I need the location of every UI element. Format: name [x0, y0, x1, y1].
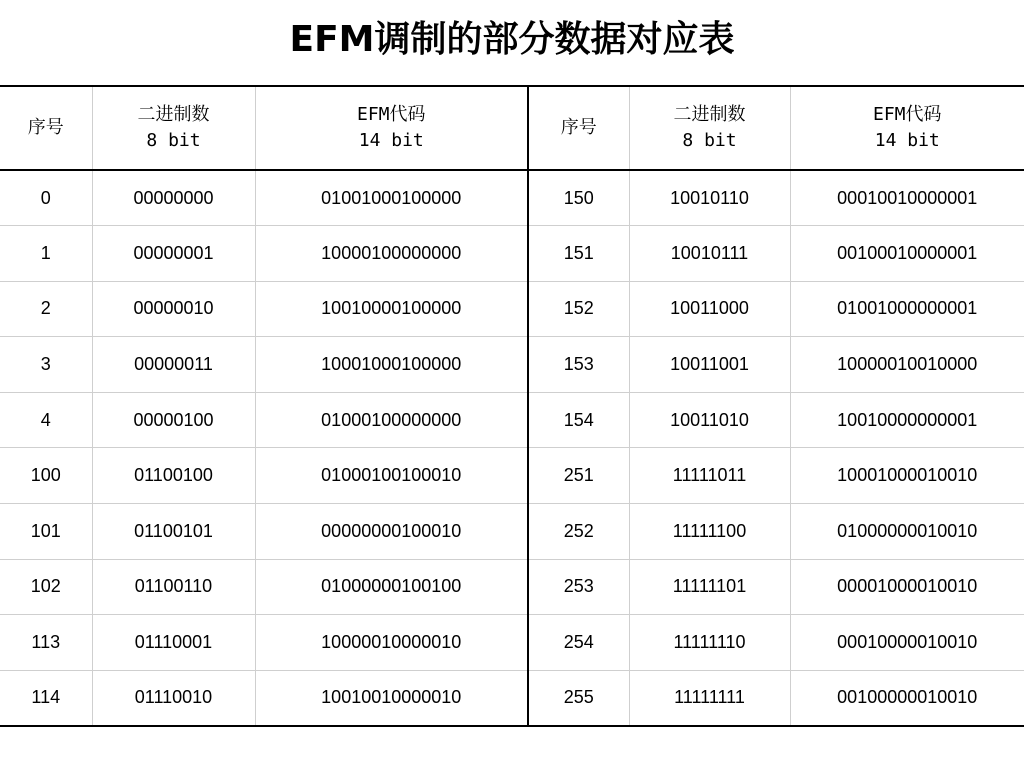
cell-efm-right: 00100000010010 [790, 670, 1024, 726]
cell-efm-left: 10000100000000 [255, 226, 528, 282]
cell-seq-right: 251 [528, 448, 629, 504]
cell-seq-left: 101 [0, 504, 92, 560]
cell-binary-right: 11111100 [629, 504, 790, 560]
table-row [0, 559, 1024, 615]
cell-binary-left: 00000100 [92, 392, 255, 448]
header-binary-right [629, 86, 790, 170]
cell-binary-right: 10010111 [629, 226, 790, 282]
page-title: EFM调制的部分数据对应表 [289, 19, 735, 60]
cell-binary-right: 11111101 [629, 559, 790, 615]
cell-binary-left: 01110010 [92, 670, 255, 726]
table-row [0, 504, 1024, 560]
cell-binary-right: 10011001 [629, 337, 790, 393]
cell-seq-right: 153 [528, 337, 629, 393]
cell-binary-left: 01100100 [92, 448, 255, 504]
cell-binary-left: 01110001 [92, 615, 255, 671]
cell-seq-right: 252 [528, 504, 629, 560]
cell-efm-left: 10001000100000 [255, 337, 528, 393]
cell-seq-left: 100 [0, 448, 92, 504]
header-binary-left-title: 二进制数 [137, 104, 210, 125]
efm-table-container [0, 85, 1024, 725]
cell-binary-right: 10011000 [629, 281, 790, 337]
cell-efm-right: 00100010000001 [790, 226, 1024, 282]
header-binary-right-bits: 8 bit [682, 130, 737, 151]
cell-efm-right: 10000010010000 [790, 337, 1024, 393]
cell-seq-right: 151 [528, 226, 629, 282]
cell-efm-left: 01001000100000 [255, 170, 528, 226]
header-efm-right-title: EFM代码 [872, 104, 942, 125]
table-row [0, 170, 1024, 226]
header-binary-left [92, 86, 255, 170]
cell-seq-right: 254 [528, 615, 629, 671]
table-row [0, 448, 1024, 504]
cell-seq-right: 255 [528, 670, 629, 726]
cell-efm-left: 01000100000000 [255, 392, 528, 448]
header-seq-right: 序号 [528, 86, 629, 170]
cell-binary-left: 00000011 [92, 337, 255, 393]
cell-seq-right: 150 [528, 170, 629, 226]
cell-efm-left: 10010000100000 [255, 281, 528, 337]
cell-binary-left: 00000001 [92, 226, 255, 282]
header-efm-left-bits: 14 bit [358, 130, 424, 151]
cell-seq-right: 152 [528, 281, 629, 337]
cell-efm-left: 10000010000010 [255, 615, 528, 671]
cell-seq-left: 2 [0, 281, 92, 337]
cell-efm-right: 00001000010010 [790, 559, 1024, 615]
table-row [0, 281, 1024, 337]
cell-efm-left: 00000000100010 [255, 504, 528, 560]
cell-seq-left: 113 [0, 615, 92, 671]
cell-efm-left: 10010010000010 [255, 670, 528, 726]
cell-seq-left: 0 [0, 170, 92, 226]
cell-efm-left: 01000100100010 [255, 448, 528, 504]
cell-efm-left: 01000000100100 [255, 559, 528, 615]
header-binary-right-title: 二进制数 [673, 104, 746, 125]
header-efm-left-title: EFM代码 [356, 104, 426, 125]
cell-binary-right: 11111011 [629, 448, 790, 504]
cell-seq-left: 1 [0, 226, 92, 282]
cell-binary-right: 11111110 [629, 615, 790, 671]
cell-efm-right: 01001000000001 [790, 281, 1024, 337]
table-body [0, 86, 1024, 726]
cell-efm-right: 00010010000001 [790, 170, 1024, 226]
header-efm-right [790, 86, 1024, 170]
cell-seq-left: 114 [0, 670, 92, 726]
header-binary-left-bits: 8 bit [146, 130, 201, 151]
cell-seq-left: 102 [0, 559, 92, 615]
table-row [0, 392, 1024, 448]
cell-binary-right: 10011010 [629, 392, 790, 448]
table-header-row [0, 86, 1024, 170]
cell-binary-left: 00000010 [92, 281, 255, 337]
header-efm-right-bits: 14 bit [874, 130, 940, 151]
cell-efm-right: 10001000010010 [790, 448, 1024, 504]
efm-table [0, 85, 1024, 727]
table-row [0, 226, 1024, 282]
cell-binary-right: 11111111 [629, 670, 790, 726]
cell-seq-left: 3 [0, 337, 92, 393]
cell-seq-right: 154 [528, 392, 629, 448]
table-row [0, 670, 1024, 726]
cell-binary-right: 10010110 [629, 170, 790, 226]
cell-efm-right: 10010000000001 [790, 392, 1024, 448]
header-efm-left [255, 86, 528, 170]
table-row [0, 615, 1024, 671]
table-row [0, 337, 1024, 393]
cell-binary-left: 01100101 [92, 504, 255, 560]
cell-seq-right: 253 [528, 559, 629, 615]
cell-seq-left: 4 [0, 392, 92, 448]
cell-efm-right: 00010000010010 [790, 615, 1024, 671]
cell-binary-left: 00000000 [92, 170, 255, 226]
header-seq-left: 序号 [0, 86, 92, 170]
cell-binary-left: 01100110 [92, 559, 255, 615]
cell-efm-right: 01000000010010 [790, 504, 1024, 560]
